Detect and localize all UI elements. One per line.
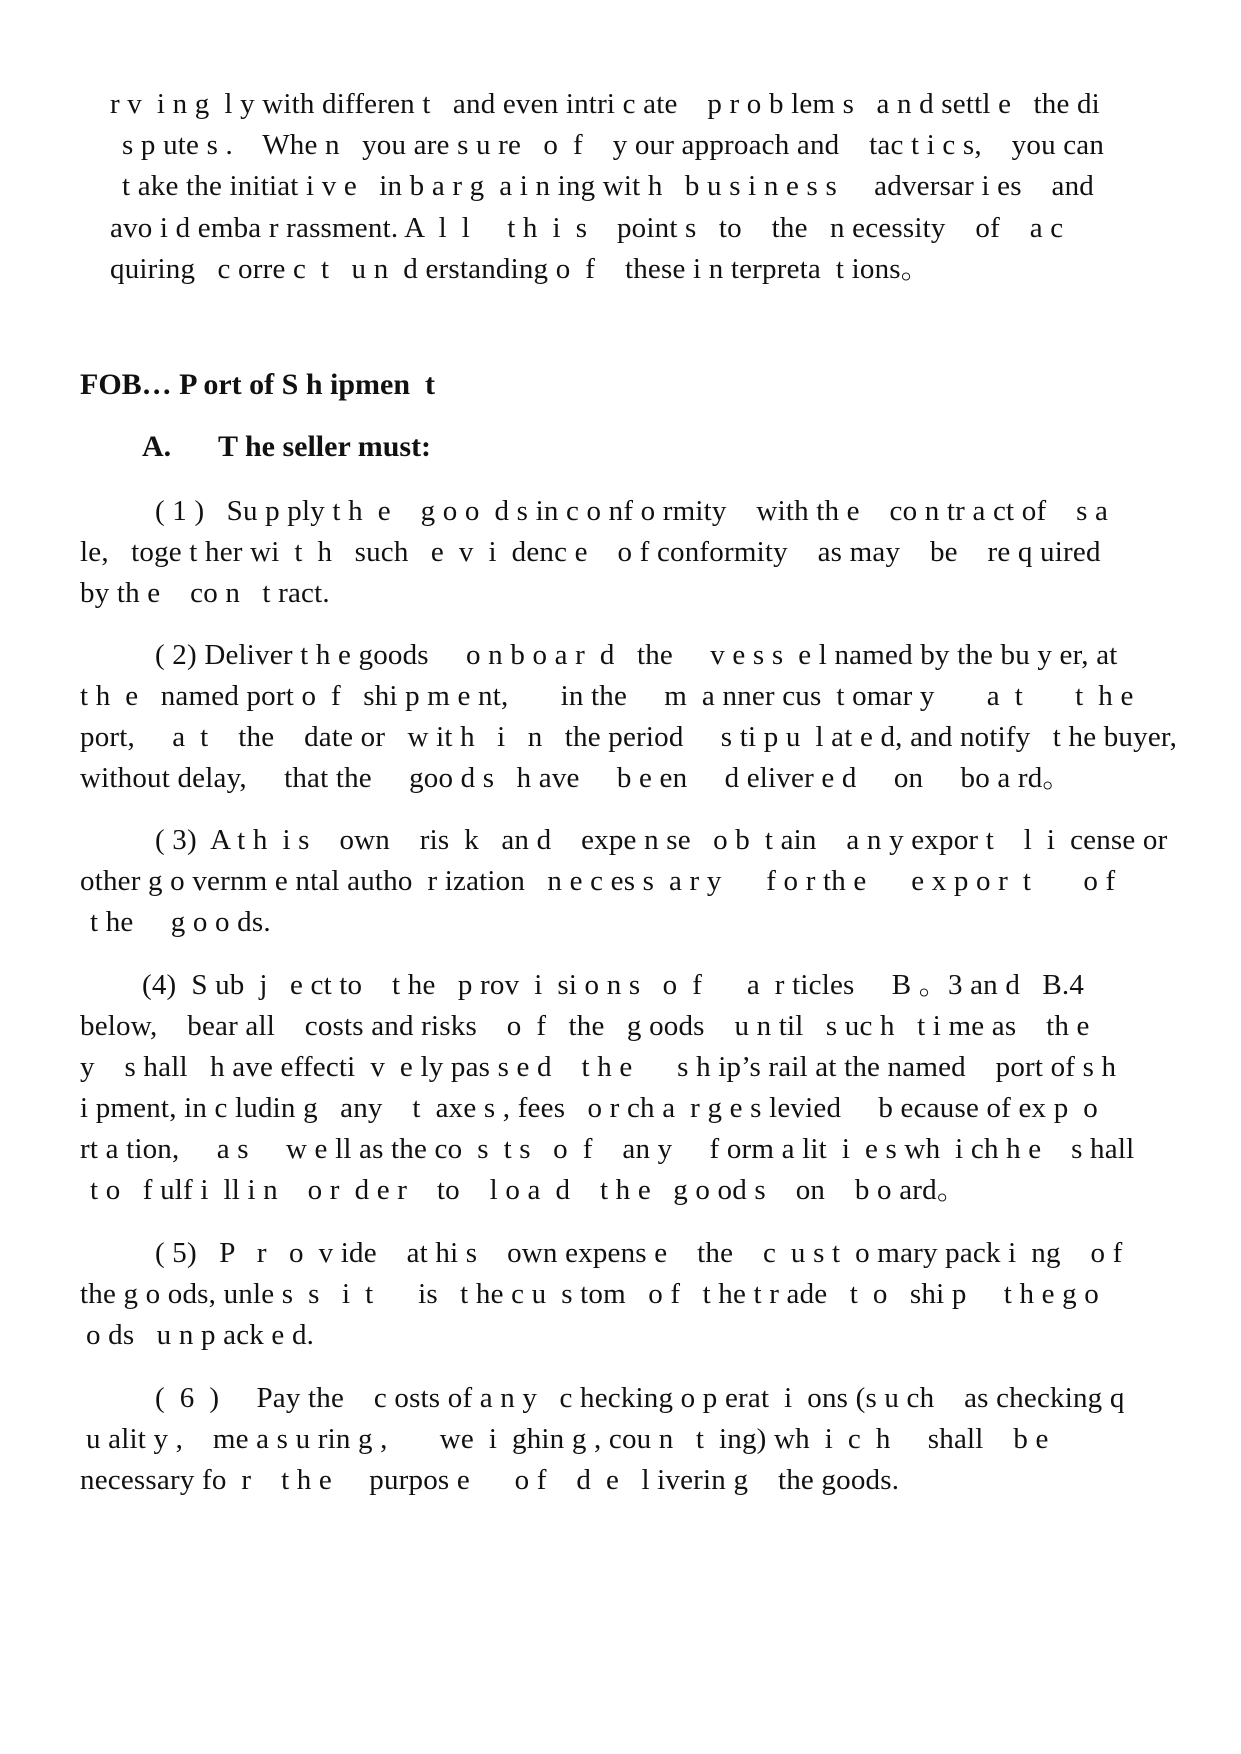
section-subtitle: T he seller must: <box>218 430 432 463</box>
item-line: port, a t the date or w it h i n the period s ti p u l at e d, and notify t he buyer, <box>80 721 1178 753</box>
section-title: FOB… P ort of S h ipmen t <box>80 368 436 401</box>
intro-line: t ake the initiat i v e in b a r g a i n ing wit h b u s i n e s s adversar i es and <box>122 170 1094 202</box>
item-line: t h e named port o f shi p m e nt, in the m a nner cus t omar y a t t h e <box>80 680 1134 712</box>
item-line: ( 3) A t h i s own ris k an d expe n se o b t ain a n y expor t l i cense or <box>155 824 1168 856</box>
item-line: ( 1 ) Su p ply t h e g o o d s in c o nf o rmity with th e co n tr a ct of s a <box>155 495 1109 527</box>
item-line: rt a tion, a s w e ll as the co s t s o f an y f orm a lit i e s wh i ch h e s hall <box>80 1133 1135 1165</box>
item-line: other g o vernm e ntal autho r ization n e c es s a r y f o r th e e x p o r t o f <box>80 865 1116 897</box>
item-line: the g o ods, unle s s i t is t he c u s tom o f t he t r ade t o shi p t h e g o <box>80 1278 1099 1310</box>
item-line: u alit y , me a s u rin g , we i ghin g , cou n t ing) wh i c h shall b e <box>86 1423 1049 1455</box>
item-line: i pment, in c ludin g any t axe s , fees o r ch a r g e s levied b ecause of ex p o <box>80 1092 1099 1124</box>
item-line: below, bear all costs and risks o f the g oods u n til s uc h t i me as th e <box>80 1010 1090 1042</box>
intro-line: quiring c orre c t u n d erstanding o f these i n terpreta t ions。 <box>110 253 930 285</box>
item-line: o ds u n p ack e d. <box>86 1319 315 1351</box>
section-subtitle-letter: A. <box>142 430 172 463</box>
item-line: by th e co n t ract. <box>80 577 330 609</box>
item-line: without delay, that the goo d s h ave b e en d eliver e d on bo a rd。 <box>80 762 1072 794</box>
item-line: ( 5) P r o v ide at hi s own expens e the c u s t o mary pack i ng o f <box>155 1237 1123 1269</box>
item-line: t o f ulf i ll i n o r d e r to l o a d t h e g o od s on b o ard。 <box>90 1174 967 1206</box>
intro-line: avo i d emba r rassment. A l l t h i s point s to the n ecessity of a c <box>110 212 1064 244</box>
item-line: (4) S ub j e ct to t he p rov i si o n s o f a r ticles B 。3 an d B.4 <box>142 969 1085 1001</box>
intro-line: s p ute s . Whe n you are s u re o f y our approach and tac t i c s, you can <box>122 129 1105 161</box>
item-line: le, toge t her wi t h such e v i denc e o f conformity as may be re q uired <box>80 536 1101 568</box>
item-line: ( 2) Deliver t h e goods o n b o a r d the v e s s e l named by the bu y er, at <box>155 639 1118 671</box>
intro-line: r v i n g l y with differen t and even intri c ate p r o b lem s a n d settl e the di <box>110 88 1100 120</box>
item-line: necessary fo r t h e purpos e o f d e l iverin g the goods. <box>80 1464 900 1496</box>
item-line: ( 6 ) Pay the c osts of a n y c hecking o p erat i ons (s u ch as checking q <box>155 1382 1125 1414</box>
item-line: t he g o o ds. <box>90 906 271 938</box>
item-line: y s hall h ave effecti v e ly pas s e d t h e s h ip’s rail at the named port of s h <box>80 1051 1117 1083</box>
